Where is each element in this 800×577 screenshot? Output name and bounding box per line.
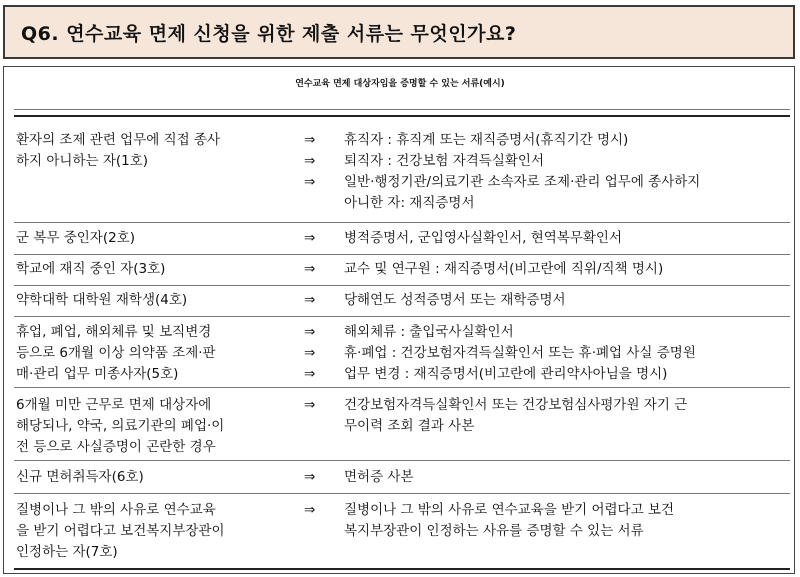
target-cell bbox=[16, 228, 286, 249]
right-arrow-icon: ⇒ bbox=[304, 366, 316, 382]
arrow-column bbox=[304, 228, 324, 249]
right-arrow-icon: ⇒ bbox=[304, 345, 316, 361]
target-text-line: 하지 아니하는 자(1호) bbox=[16, 153, 149, 169]
table-caption: 연수교육 면제 대상자임을 증명할 수 있는 서류(예시) bbox=[295, 79, 505, 89]
document-cell bbox=[344, 395, 784, 437]
arrow-column bbox=[304, 500, 324, 521]
document-text-line: 교수 및 연구원 : 재직증명서(비고란에 직위/직책 명시) bbox=[344, 261, 664, 277]
document-cell bbox=[344, 228, 784, 249]
document-text-line: 휴·폐업 : 건강보험자격득실확인서 또는 휴·폐업 사실 증명원 bbox=[344, 345, 696, 361]
target-cell bbox=[16, 500, 286, 563]
table-row-divider bbox=[14, 387, 790, 388]
document-text-line: 업무 변경 : 재직증명서(비고란에 관리약사아님을 명시) bbox=[344, 366, 668, 382]
right-arrow-icon: ⇒ bbox=[304, 132, 316, 148]
target-text-line: 신규 면허취득자(6호) bbox=[16, 469, 144, 485]
document-text-line: 복지부장관이 인정하는 사유를 증명할 수 있는 서류 bbox=[344, 523, 644, 539]
target-text-line: 군 복무 중인자(2호) bbox=[16, 230, 135, 246]
right-arrow-icon: ⇒ bbox=[304, 469, 316, 485]
right-arrow-icon: ⇒ bbox=[304, 230, 316, 246]
table-row-divider bbox=[14, 316, 790, 317]
target-text-line: 학교에 재직 중인 자(3호) bbox=[16, 261, 166, 277]
document-cell bbox=[344, 130, 784, 214]
target-text-line: 을 받기 어렵다고 보건복지부장관이 bbox=[16, 523, 225, 539]
question-box bbox=[3, 5, 795, 59]
right-arrow-icon: ⇒ bbox=[304, 324, 316, 340]
target-text-line: 질병이나 그 밖의 사유로 연수교육 bbox=[16, 502, 216, 518]
document-cell bbox=[344, 500, 784, 542]
arrow-column bbox=[304, 467, 324, 488]
table-rule bbox=[14, 109, 790, 110]
document-text-line: 당해연도 성적증명서 또는 재학증명서 bbox=[344, 292, 566, 308]
target-text-line: 매·관리 업무 미종사자(5호) bbox=[16, 366, 179, 382]
target-text-line: 휴업, 폐업, 해외체류 및 보직변경 bbox=[16, 324, 212, 340]
table-row-divider bbox=[14, 493, 790, 494]
target-text-line: 약학대학 대학원 재학생(4호) bbox=[16, 292, 188, 308]
target-text-line: 인정하는 자(7호) bbox=[16, 544, 118, 560]
target-cell bbox=[16, 322, 286, 385]
target-cell bbox=[16, 395, 286, 458]
table-row-divider bbox=[14, 222, 790, 223]
document-text-line: 일반·행정기관/의료기관 소속자로 조제·관리 업무에 종사하지 bbox=[344, 174, 701, 190]
document-text-line: 해외체류 : 출입국사실확인서 bbox=[344, 324, 514, 340]
right-arrow-icon: ⇒ bbox=[304, 174, 316, 190]
right-arrow-icon: ⇒ bbox=[304, 292, 316, 308]
document-cell bbox=[344, 290, 784, 311]
right-arrow-icon: ⇒ bbox=[304, 153, 316, 169]
target-cell bbox=[16, 259, 286, 280]
question-title: Q6. 연수교육 면제 신청을 위한 제출 서류는 무엇인가요? bbox=[21, 23, 517, 45]
arrow-column bbox=[304, 290, 324, 311]
right-arrow-icon: ⇒ bbox=[304, 502, 316, 518]
arrow-column bbox=[304, 130, 324, 193]
arrow-column bbox=[304, 322, 324, 385]
target-cell bbox=[16, 467, 286, 488]
document-text-line: 건강보험자격득실확인서 또는 건강보험심사평가원 자기 근 bbox=[344, 397, 688, 413]
document-text-line: 휴직자 : 휴직계 또는 재직증명서(휴직기간 명시) bbox=[344, 132, 629, 148]
document-text-line: 병적증명서, 군입영사실확인서, 현역복무확인서 bbox=[344, 230, 622, 246]
target-text-line: 해당되나, 약국, 의료기관의 폐업·이 bbox=[16, 418, 225, 434]
target-text-line: 등으로 6개월 이상 의약품 조제·판 bbox=[16, 345, 216, 361]
document-text-line: 아니한 자: 재직증명서 bbox=[344, 195, 475, 211]
document-text-line: 퇴직자 : 건강보험 자격득실확인서 bbox=[344, 153, 544, 169]
table-row-divider bbox=[14, 285, 790, 286]
target-cell bbox=[16, 290, 286, 311]
table-bottom-rule bbox=[14, 568, 790, 570]
right-arrow-icon: ⇒ bbox=[304, 261, 316, 277]
document-text-line: 질병이나 그 밖의 사유로 연수교육을 받기 어렵다고 보건 bbox=[344, 502, 674, 518]
document-text-line: 무이력 조회 결과 사본 bbox=[344, 418, 475, 434]
target-text-line: 6개월 미만 근무로 면제 대상자에 bbox=[16, 397, 212, 413]
table-row-divider bbox=[14, 254, 790, 255]
table-header-rule bbox=[14, 115, 790, 117]
right-arrow-icon: ⇒ bbox=[304, 397, 316, 413]
table-row-divider bbox=[14, 460, 790, 461]
document-cell bbox=[344, 259, 784, 280]
document-cell bbox=[344, 322, 784, 385]
target-text-line: 환자의 조제 관련 업무에 직접 종사 bbox=[16, 132, 221, 148]
target-text-line: 전 등으로 사실증명이 곤란한 경우 bbox=[16, 439, 216, 455]
arrow-column bbox=[304, 259, 324, 280]
target-cell bbox=[16, 130, 286, 172]
arrow-column bbox=[304, 395, 324, 416]
document-cell bbox=[344, 467, 784, 488]
document-text-line: 면허증 사본 bbox=[344, 469, 414, 485]
